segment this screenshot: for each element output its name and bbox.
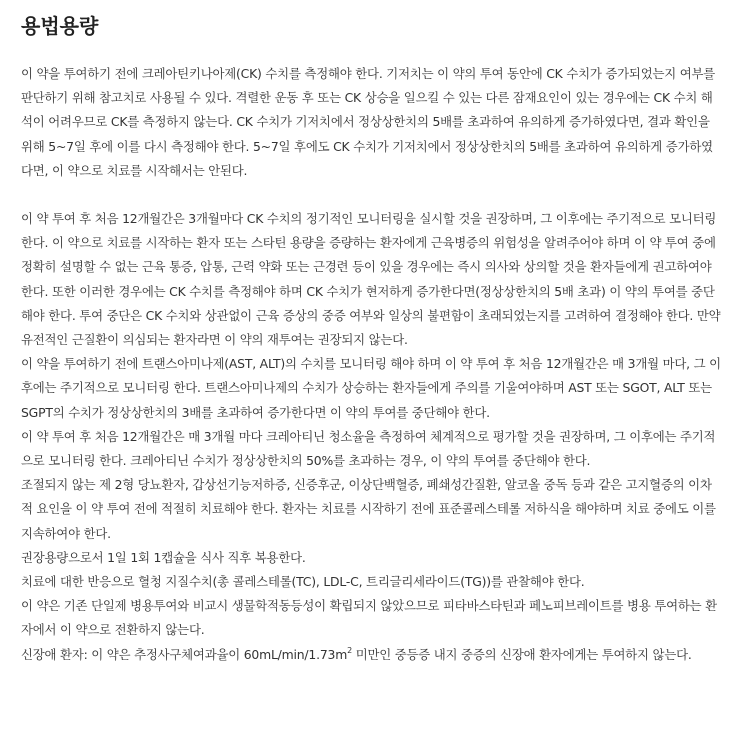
superscript: 2	[347, 645, 352, 655]
paragraph-ck-baseline: 이 약을 투여하기 전에 크레아틴키나아제(CK) 수치를 측정해야 한다. 기저치는 이 약의 투여 동안에 CK 수치가 증가되었는지 여부를 판단하기 위해 참고치로 사용될 수 있다. 격렬한 운동 후 또는 CK 상승을 일으킬 수 있는 다른 잠재요인이 있는 경우에는 CK 수치 해석이 어려우므로 CK를 측정하지 않는다. CK 수치가 기저치에서 정상상한치의 5배를 초과하여 유의하게 증가하였다면, 결과 확인을 위해 5~7일 후에 이를 다시 측정해야 한다. 5~7일 후에도 CK 수치가 기저치에서 정상상한치의 5배를 초과하여 유의하게 증가하였다면, 이 약으로 치료를 시작해서는 안된다.	[21, 66, 716, 178]
paragraph-renal-impairment	[21, 643, 721, 667]
section-title: 용법용량	[21, 14, 99, 38]
paragraph-transaminase: 이 약을 투여하기 전에 트랜스아미나제(AST, ALT)의 수치를 모니터링 해야 하며 이 약 투여 후 처음 12개월간은 매 3개월 마다, 그 이후에는 주기적으로 모니터링 한다. 트랜스아미나제의 수치가 상승하는 환자들에게 주의를 기울여야하며 AST 또는 SGOT, ALT 또는 SGPT의 수치가 정상상한치의 3배를 초과하여 증가한다면 이 약의 투여를 중단해야 한다.	[21, 356, 721, 420]
renal-text-after: 미만인 중등증 내지 중증의 신장애 환자에게는 투여하지 않는다.	[351, 646, 692, 662]
paragraph-switching: 이 약은 기존 단일제 병용투여와 비교시 생물학적동등성이 확립되지 않았으므로 피타바스타틴과 페노피브레이트를 병용 투여하는 환자에서 이 약으로 전환하지 않는다.	[21, 598, 717, 638]
renal-text-before: 신장애 환자: 이 약은 추정사구체여과율이 60mL/min/1.73m	[21, 646, 348, 662]
paragraph-lipid-monitoring: 치료에 대한 반응으로 혈청 지질수치(총 콜레스테롤(TC), LDL-C, 트리글리세라이드(TG))를 관찰해야 한다.	[21, 574, 585, 590]
paragraph-secondary-causes: 조절되지 않는 제 2형 당뇨환자, 갑상선기능저하증, 신증후군, 이상단백혈증, 폐쇄성간질환, 알코올 중독 등과 같은 고지혈증의 이차적 요인을 이 약 투여 전에 적절히 치료해야 한다. 환자는 치료를 시작하기 전에 표준콜레스테롤 저하식을 해야하며 치료 중에도 이를 지속하여야 한다.	[21, 477, 716, 541]
paragraph-ck-monitoring: 이 약 투여 후 처음 12개월간은 3개월마다 CK 수치의 정기적인 모니터링을 실시할 것을 권장하며, 그 이후에는 주기적으로 모니터링 한다. 이 약으로 치료를 시작하는 환자 또는 스타틴 용량을 증량하는 환자에게 근육병증의 위험성을 알려주어야 하며 이 약 투여 중에 정확히 설명할 수 없는 근육 통증, 압통, 근력 약화 또는 근경련 등이 있을 경우에는 즉시 의사와 상의할 것을 환자들에게 권고하여야 한다. 또한 이러한 경우에는 CK 수치를 측정해야 하며 CK 수치가 현저하게 증가한다면(정상상한치의 5배 초과) 이 약의 투여를 중단해야 한다. 투여 중단은 CK 수치와 상관없이 근육 증상의 중증 여부와 일상의 불편함이 초래되었는지를 고려하여 결정해야 한다. 만약 유전적인 근질환이 의심되는 환자라면 이 약의 재투여는 권장되지 않는다.	[21, 211, 721, 348]
paragraph-creatinine: 이 약 투여 후 처음 12개월간은 매 3개월 마다 크레아티닌 청소율을 측정하여 체계적으로 평가할 것을 권장하며, 그 이후에는 주기적으로 모니터링 한다. 크레아티닌 수치가 정상상한치의 50%를 초과하는 경우, 이 약의 투여를 중단해야 한다.	[21, 428, 716, 469]
paragraph-gap	[21, 183, 721, 207]
paragraph-recommended-dose: 권장용량으로서 1일 1회 1캡슐을 식사 직후 복용한다.	[21, 549, 306, 565]
